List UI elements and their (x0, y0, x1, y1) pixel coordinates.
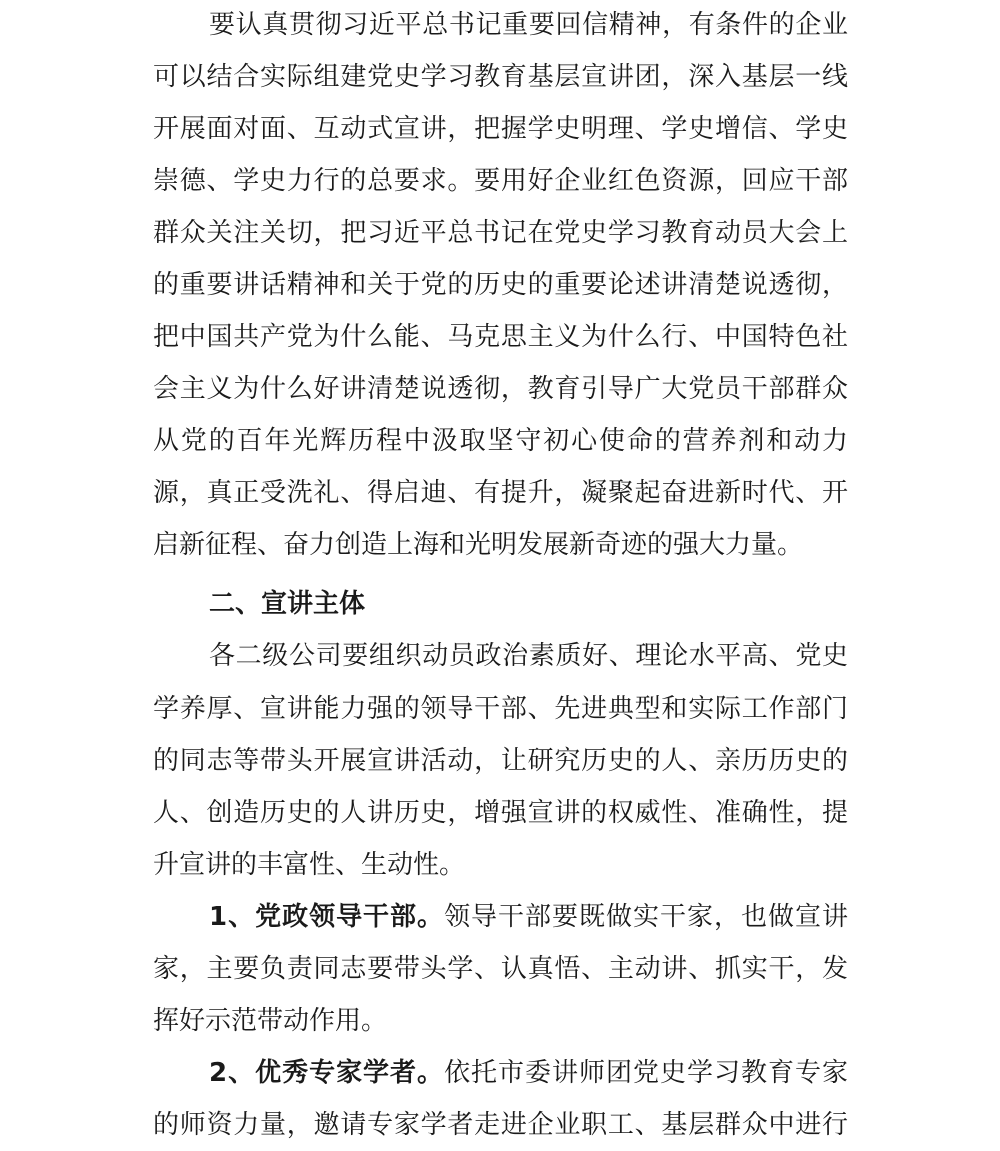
item-1-line-1 (209, 897, 848, 937)
item-2-line-2: 的师资力量，邀请专家学者走进企业职工、基层群众中进行 (153, 1110, 848, 1140)
item-1-first-line-text: 领导干部要既做实干家，也做宣讲 (444, 902, 848, 932)
paragraph-1-line-3: 开展面对面、互动式宣讲，把握学史明理、学史增信、学史 (153, 114, 848, 144)
paragraph-2-line-2: 学养厚、宣讲能力强的领导干部、先进典型和实际工作部门 (153, 694, 848, 724)
paragraph-1-line-8: 会主义为什么好讲清楚说透彻，教育引导广大党员干部群众 (153, 374, 848, 404)
paragraph-2-line-4: 人、创造历史的人讲历史，增强宣讲的权威性、准确性，提 (153, 798, 848, 828)
paragraph-1-line-5: 群众关注关切，把习近平总书记在党史学习教育动员大会上 (153, 218, 848, 248)
paragraph-1-line-6: 的重要讲话精神和关于党的历史的重要论述讲清楚说透彻， (153, 270, 848, 300)
section-heading: 二、宣讲主体 (209, 589, 366, 619)
paragraph-2-line-5: 升宣讲的丰富性、生动性。 (153, 850, 466, 880)
paragraph-1-line-10: 源，真正受洗礼、得启迪、有提升，凝聚起奋进新时代、开 (153, 478, 848, 508)
item-2-first-line-text: 依托市委讲师团党史学习教育专家 (444, 1058, 848, 1088)
paragraph-1-line-1: 要认真贯彻习近平总书记重要回信精神，有条件的企业 (209, 10, 848, 40)
paragraph-1-line-7: 把中国共产党为什么能、马克思主义为什么行、中国特色社 (153, 322, 848, 352)
paragraph-1-line-9: 从党的百年光辉历程中汲取坚守初心使命的营养剂和动力 (153, 426, 848, 456)
item-2-line-1 (209, 1053, 848, 1093)
item-2-label: 2、优秀专家学者。 (209, 1058, 445, 1088)
item-1-line-2: 家，主要负责同志要带头学、认真悟、主动讲、抓实干，发 (153, 954, 848, 984)
paragraph-1-line-2: 可以结合实际组建党史学习教育基层宣讲团，深入基层一线 (153, 62, 848, 92)
paragraph-2-line-1: 各二级公司要组织动员政治素质好、理论水平高、党史 (209, 641, 848, 671)
item-1-label: 1、党政领导干部。 (209, 902, 445, 932)
item-1-line-3: 挥好示范带动作用。 (153, 1006, 388, 1036)
paragraph-2-line-3: 的同志等带头开展宣讲活动，让研究历史的人、亲历历史的 (153, 746, 848, 776)
paragraph-1-line-4: 崇德、学史力行的总要求。要用好企业红色资源，回应干部 (153, 166, 848, 196)
paragraph-1-line-11: 启新征程、奋力创造上海和光明发展新奇迹的强大力量。 (153, 530, 804, 560)
